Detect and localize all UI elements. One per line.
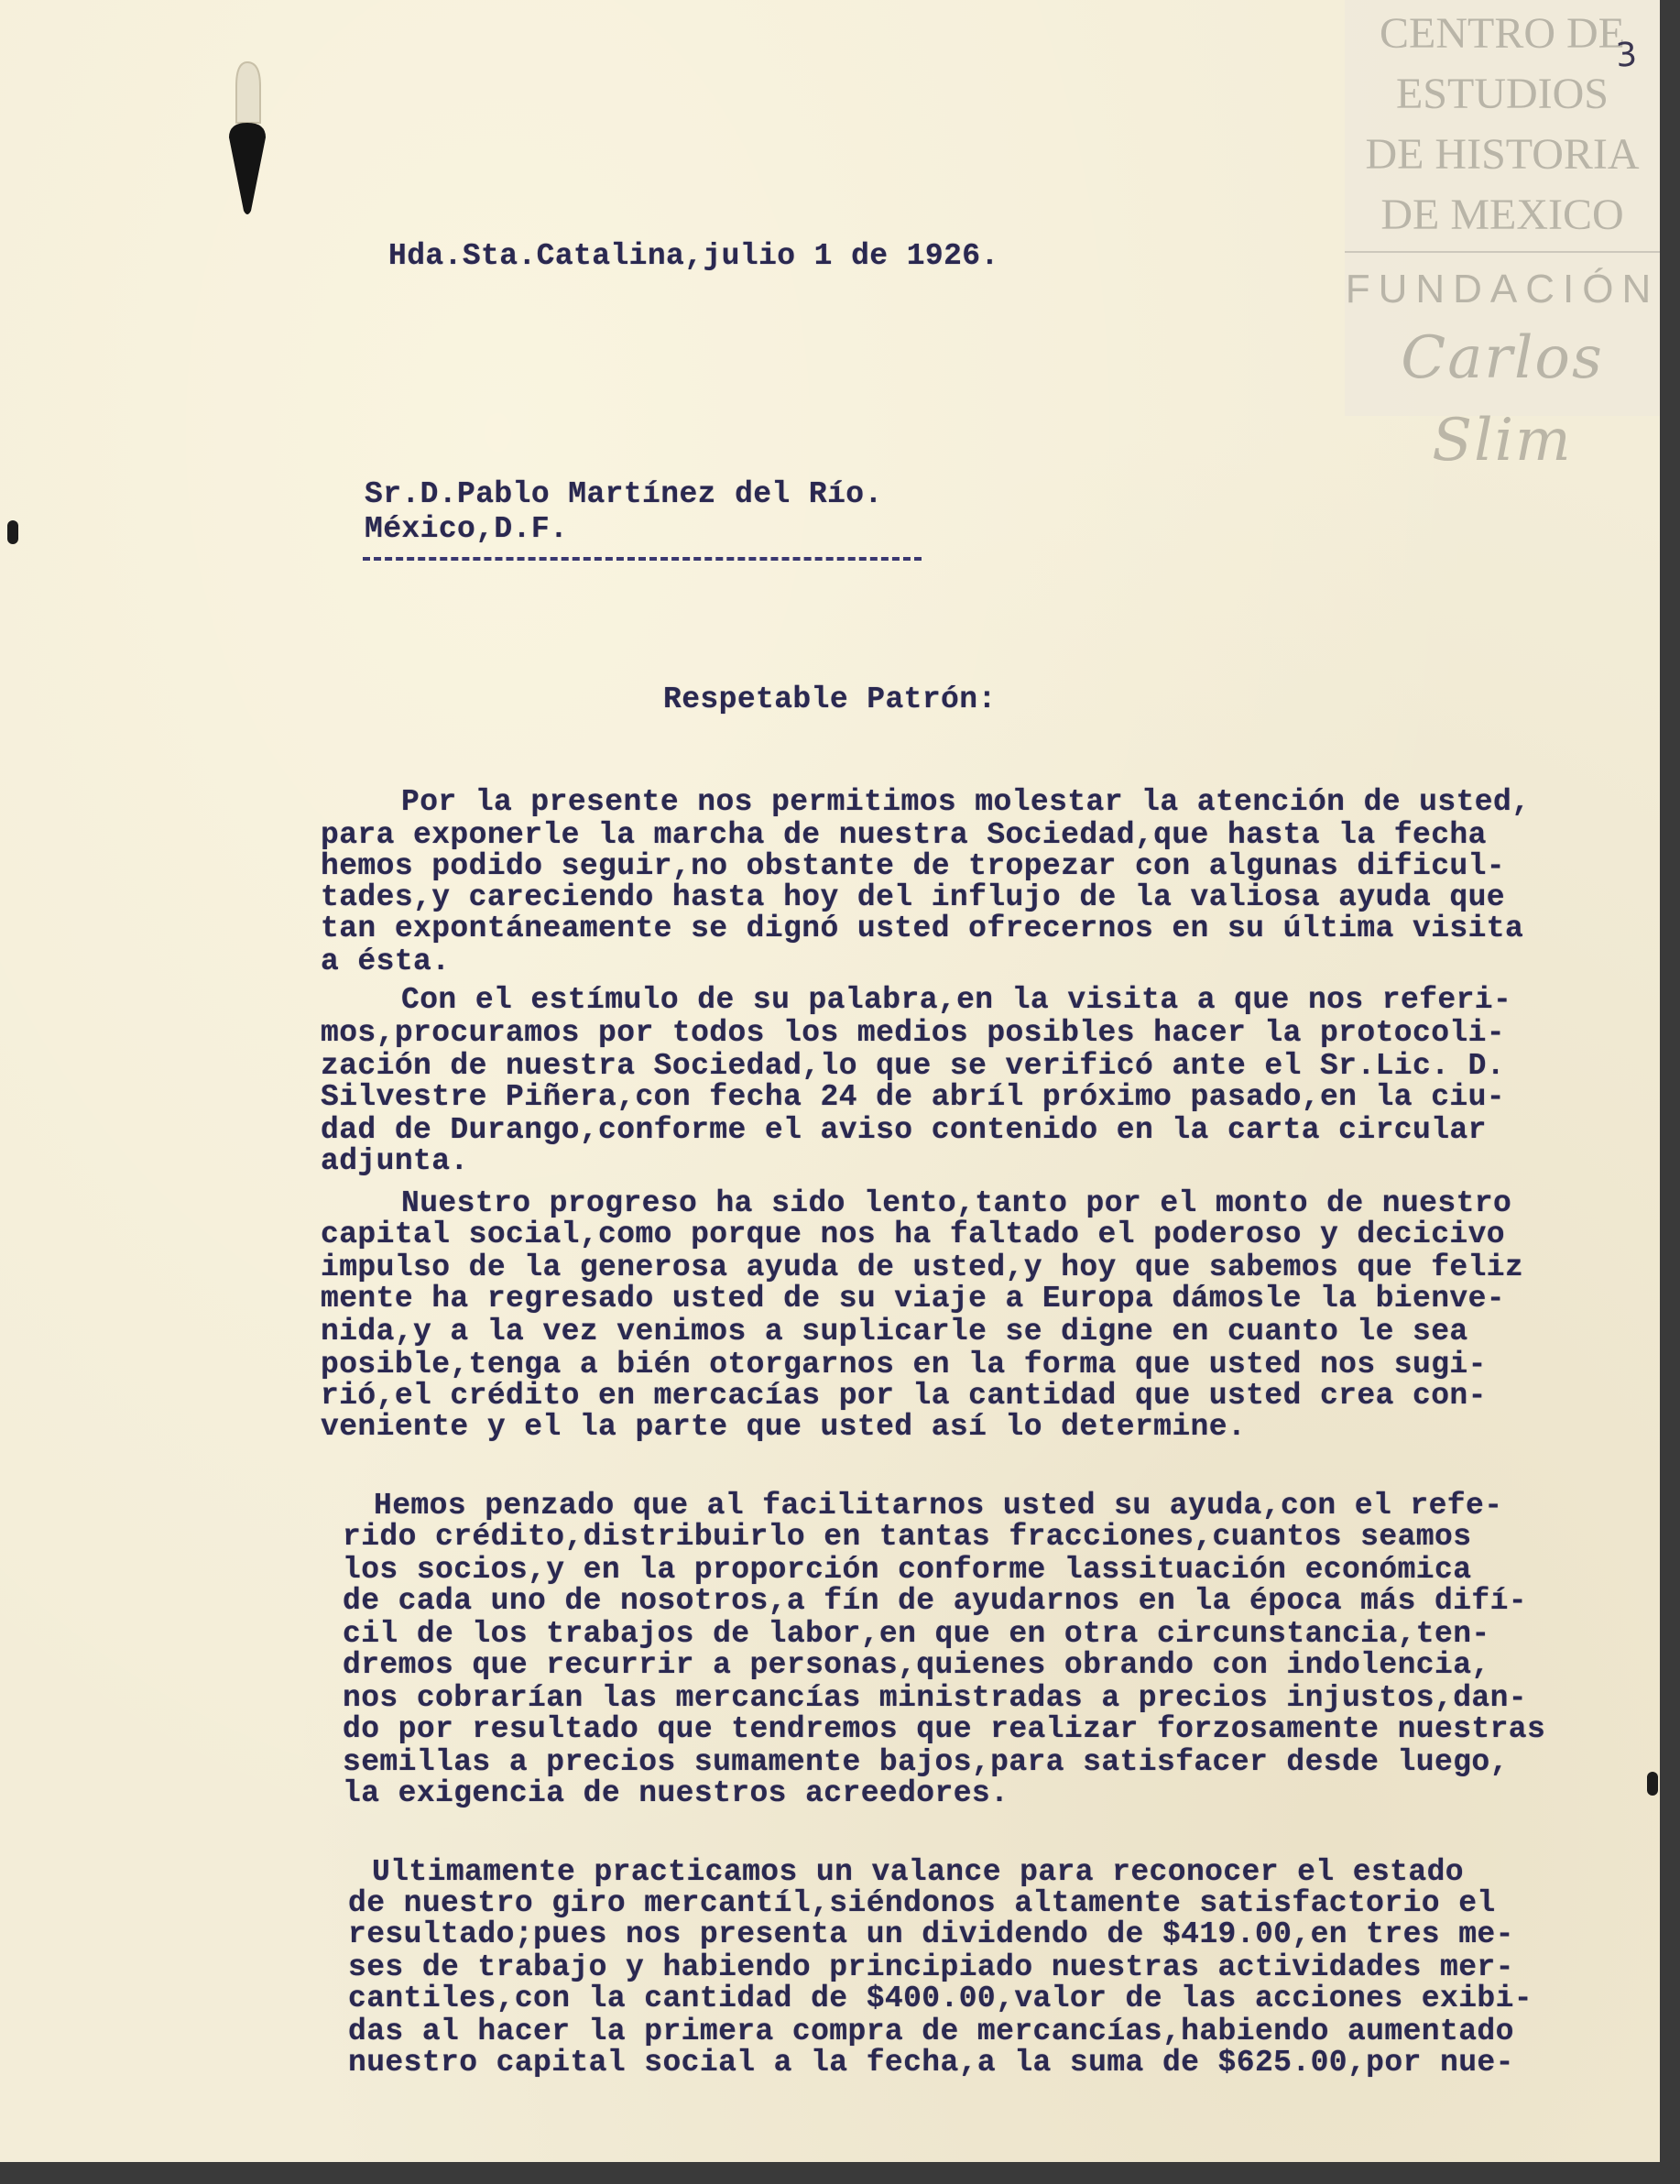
body-line: impulso de la generosa ayuda de usted,y hoy que sabemos que feliz xyxy=(321,1250,1524,1284)
body-line: posible,tenga a bién otorgarnos en la forma que usted nos sugi- xyxy=(321,1348,1487,1381)
body-line: hemos podido seguir,no obstante de tropezar con algunas dificul- xyxy=(321,849,1506,883)
body-line: adjunta. xyxy=(321,1144,469,1178)
body-line: Hemos penzado que al facilitarnos usted su ayuda,con el refe- xyxy=(374,1489,1503,1523)
archive-watermark xyxy=(1345,0,1660,475)
body-line: dad de Durango,conforme el aviso contenido en la carta circular xyxy=(321,1113,1487,1147)
address-underline xyxy=(363,557,922,561)
watermark-foundation: FUNDACIÓN xyxy=(1345,267,1660,311)
body-line: rido crédito,distribuirlo en tantas fracciones,cuantos seamos xyxy=(343,1520,1472,1554)
body-line: Con el estímulo de su palabra,en la visita a que nos referi- xyxy=(401,983,1512,1017)
body-line: a ésta. xyxy=(321,945,451,978)
body-line: Ultimamente practicamos un valance para reconocer el estado xyxy=(372,1855,1464,1889)
body-line: resultado;pues nos presenta un dividendo de $419.00,en tres me- xyxy=(348,1917,1514,1951)
handwritten-page-number: 3 xyxy=(1614,36,1639,75)
body-line: de cada uno de nosotros,a fín de ayudarnos en la época más difí- xyxy=(343,1584,1528,1618)
body-line: Por la presente nos permitimos molestar la atención de usted, xyxy=(401,785,1531,819)
body-line: tades,y careciendo hasta hoy del influjo de la valiosa ayuda que xyxy=(321,880,1506,914)
watermark-signature: Carlos Slim xyxy=(1401,324,1604,475)
body-line: nos cobrarían las mercancías ministradas a precios injustos,dan- xyxy=(343,1681,1528,1715)
paper-clip-mark xyxy=(224,59,271,218)
watermark-line: ESTUDIOS xyxy=(1395,70,1609,118)
body-line: veniente y el la parte que usted así lo determine. xyxy=(321,1410,1247,1444)
body-line: do por resultado que tendremos que realizar forzosamente nuestras xyxy=(343,1712,1546,1746)
scan-border-right xyxy=(1660,0,1680,2184)
body-line: cil de los trabajos de labor,en que en otra circunstancia,ten- xyxy=(343,1617,1490,1651)
scan-border-bottom xyxy=(0,2162,1680,2184)
body-line: mos,procuramos por todos los medios posibles hacer la protocoli- xyxy=(321,1016,1506,1050)
body-line: semillas a precios sumamente bajos,para satisfacer desde luego, xyxy=(343,1745,1509,1779)
body-line: dremos que recurrir a personas,quienes obrando con indolencia, xyxy=(343,1648,1490,1682)
body-line: das al hacer la primera compra de mercancías,habiendo aumentado xyxy=(348,2015,1514,2048)
body-line: rió,el crédito en mercacías por la cantidad que usted crea con- xyxy=(321,1379,1487,1413)
body-line: tan expontáneamente se dignó usted ofrecernos en su última visita xyxy=(321,912,1524,945)
watermark-line: CENTRO DE xyxy=(1380,9,1625,58)
body-line: los socios,y en la proporción conforme lassituación económica xyxy=(343,1553,1472,1587)
watermark-divider xyxy=(1345,251,1660,253)
body-line: Nuestro progreso ha sido lento,tanto por el monto de nuestro xyxy=(401,1186,1512,1220)
body-line: nuestro capital social a la fecha,a la suma de $625.00,por nue- xyxy=(348,2046,1514,2080)
body-line: cantiles,con la cantidad de $400.00,valor de las acciones exibi- xyxy=(348,1982,1533,2015)
recipient-name: Sr.D.Pablo Martínez del Río. xyxy=(365,477,883,511)
body-line: mente ha regresado usted de su viaje a Europa dámosle la bienve- xyxy=(321,1282,1506,1316)
recipient-city: México,D.F. xyxy=(365,512,569,546)
body-line: nida,y a la vez venimos a suplicarle se digne en cuanto le sea xyxy=(321,1315,1468,1349)
watermark-line: DE MEXICO xyxy=(1380,191,1624,239)
body-line: ses de trabajo y habiendo principiado nuestras actividades mer- xyxy=(348,1950,1514,1984)
punch-hole-mark xyxy=(7,520,18,544)
body-line: la exigencia de nuestros acreedores. xyxy=(343,1776,1009,1810)
letter-date: Hda.Sta.Catalina,julio 1 de 1926. xyxy=(388,239,999,273)
body-line: de nuestro giro mercantíl,siéndonos altamente satisfactorio el xyxy=(348,1886,1496,1920)
punch-hole-mark xyxy=(1647,1772,1658,1796)
body-line: zación de nuestra Sociedad,lo que se verificó ante el Sr.Lic. D. xyxy=(321,1049,1506,1083)
body-line: Silvestre Piñera,con fecha 24 de abríl próximo pasado,en la ciu- xyxy=(321,1080,1506,1114)
salutation: Respetable Patrón: xyxy=(663,682,997,716)
body-line: capital social,como porque nos ha faltado el poderoso y decicivo xyxy=(321,1218,1506,1251)
watermark-line: DE HISTORIA xyxy=(1365,130,1640,179)
body-line: para exponerle la marcha de nuestra Sociedad,que hasta la fecha xyxy=(321,818,1487,852)
